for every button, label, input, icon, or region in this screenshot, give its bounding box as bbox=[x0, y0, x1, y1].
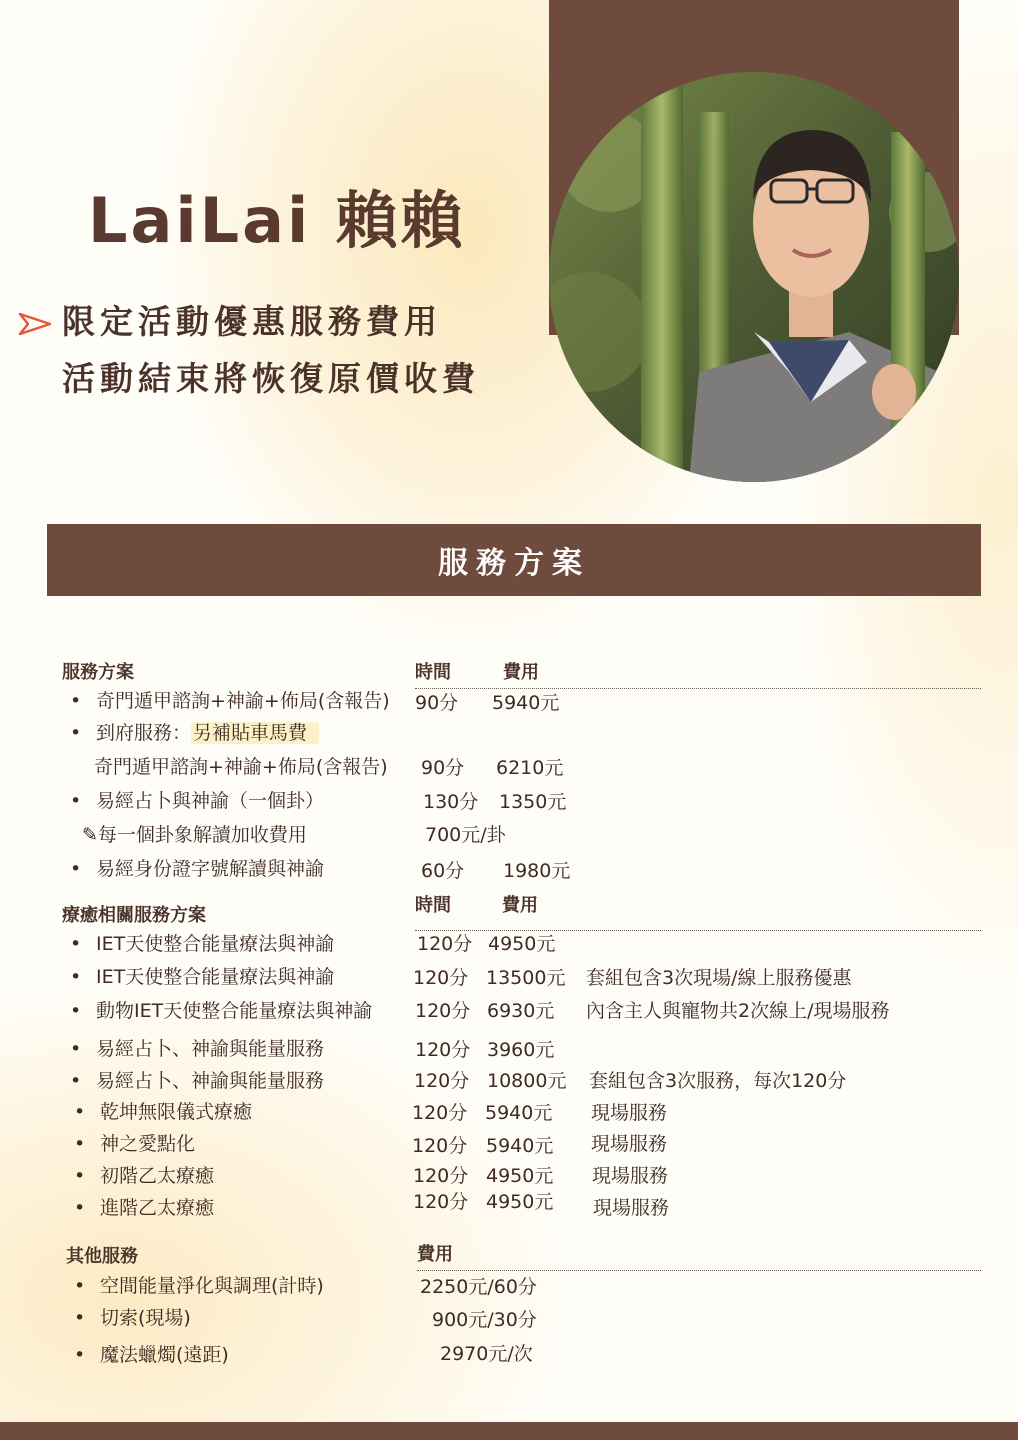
service-fee: 3960元 bbox=[487, 1039, 555, 1061]
service-note: 套組包含3次服務，每次120分 bbox=[589, 1070, 847, 1092]
service-note: 現場服務 bbox=[591, 1102, 668, 1124]
service-time: 120分 bbox=[412, 1135, 468, 1157]
service-name: 奇門遁甲諮詢+神諭+佈局(含報告) bbox=[94, 756, 388, 778]
service-name: • 易經占卜、神諭與能量服務 bbox=[96, 1040, 324, 1059]
service-name: • 奇門遁甲諮詢+神諭+佈局(含報告) bbox=[96, 692, 390, 711]
service-note: 現場服務 bbox=[591, 1133, 668, 1155]
service-fee: 5940元 bbox=[492, 692, 560, 714]
subtitle-line-1: 限定活動優惠服務費用 bbox=[62, 302, 442, 341]
section1-col-fee: 費用 bbox=[503, 662, 539, 683]
page-title: LaiLai 賴賴 bbox=[88, 184, 466, 257]
service-name: • 進階乙太療癒 bbox=[100, 1199, 214, 1218]
service-fee: 4950元 bbox=[488, 933, 556, 955]
service-name: • 易經占卜與神諭（一個卦） bbox=[96, 792, 324, 811]
service-fee: 5940元 bbox=[486, 1135, 554, 1157]
service-name: • 空間能量淨化與調理(計時) bbox=[100, 1277, 324, 1296]
section1-heading: 服務方案 bbox=[62, 662, 134, 683]
service-time: 120分 bbox=[413, 1191, 469, 1213]
service-time: 120分 bbox=[413, 967, 469, 989]
service-name: • 易經身份證字號解讀與神諭 bbox=[96, 860, 324, 879]
service-fee: 13500元 bbox=[486, 967, 566, 989]
service-name-home-visit bbox=[96, 724, 319, 743]
service-note: 現場服務 bbox=[593, 1197, 670, 1219]
section2-heading: 療癒相關服務方案 bbox=[62, 905, 206, 926]
service-fee: 4950元 bbox=[486, 1165, 554, 1187]
service-name: • 初階乙太療癒 bbox=[100, 1167, 214, 1186]
section3-divider bbox=[417, 1270, 981, 1271]
service-name: • IET天使整合能量療法與神諭 bbox=[96, 968, 334, 987]
service-name: ✎每一個卦象解讀加收費用 bbox=[82, 824, 307, 846]
section-banner bbox=[47, 524, 981, 596]
service-time: 120分 bbox=[415, 1039, 471, 1061]
service-time: 120分 bbox=[414, 1070, 470, 1092]
service-fee: 6210元 bbox=[496, 757, 564, 779]
section3-col-fee: 費用 bbox=[417, 1244, 453, 1265]
service-time: 130分 bbox=[423, 791, 479, 813]
service-note: 套組包含3次現場/線上服務優惠 bbox=[586, 967, 852, 989]
service-fee: 2970元/次 bbox=[440, 1343, 533, 1365]
portrait-photo bbox=[549, 72, 959, 482]
section1-divider bbox=[415, 688, 981, 689]
footer-bar bbox=[0, 1422, 1018, 1440]
service-name: • 神之愛點化 bbox=[100, 1135, 195, 1154]
service-fee: 900元/30分 bbox=[432, 1309, 537, 1331]
service-time: 120分 bbox=[417, 933, 473, 955]
section2-col-fee: 費用 bbox=[502, 895, 538, 916]
section2-col-time: 時間 bbox=[415, 895, 451, 916]
service-time: 90分 bbox=[421, 757, 465, 779]
service-time: 120分 bbox=[412, 1102, 468, 1124]
service-name: • 動物IET天使整合能量療法與神諭 bbox=[96, 1002, 372, 1021]
section3-heading: 其他服務 bbox=[66, 1246, 138, 1267]
service-name: • IET天使整合能量療法與神諭 bbox=[96, 935, 334, 954]
service-fee: 1980元 bbox=[503, 860, 571, 882]
arrow-right-icon bbox=[18, 312, 52, 336]
service-name: • 乾坤無限儀式療癒 bbox=[100, 1103, 252, 1122]
home-visit-label: 到府服務： bbox=[96, 722, 192, 744]
service-note: 內含主人與寵物共2次線上/現場服務 bbox=[586, 1000, 890, 1022]
subtitle-line-2: 活動結束將恢復原價收費 bbox=[62, 359, 480, 398]
service-fee: 5940元 bbox=[485, 1102, 553, 1124]
service-time: 90分 bbox=[415, 692, 459, 714]
banner-label: 服務方案 bbox=[438, 546, 590, 581]
service-name: • 切索(現場) bbox=[100, 1309, 191, 1328]
service-fee: 4950元 bbox=[486, 1191, 554, 1213]
service-fee: 10800元 bbox=[487, 1070, 567, 1092]
service-fee: 2250元/60分 bbox=[420, 1276, 537, 1298]
service-fee: 700元/卦 bbox=[425, 824, 506, 846]
service-time: 60分 bbox=[421, 860, 465, 882]
service-note: 現場服務 bbox=[592, 1165, 669, 1187]
service-fee: 1350元 bbox=[499, 791, 567, 813]
section2-divider bbox=[415, 930, 981, 931]
service-name: • 魔法蠟燭(遠距) bbox=[100, 1346, 229, 1365]
service-name: • 易經占卜、神諭與能量服務 bbox=[96, 1072, 324, 1091]
section1-col-time: 時間 bbox=[415, 662, 451, 683]
service-fee: 6930元 bbox=[487, 1000, 555, 1022]
service-time: 120分 bbox=[415, 1000, 471, 1022]
highlighted-note: 另補貼車馬費 bbox=[191, 722, 319, 744]
service-time: 120分 bbox=[413, 1165, 469, 1187]
